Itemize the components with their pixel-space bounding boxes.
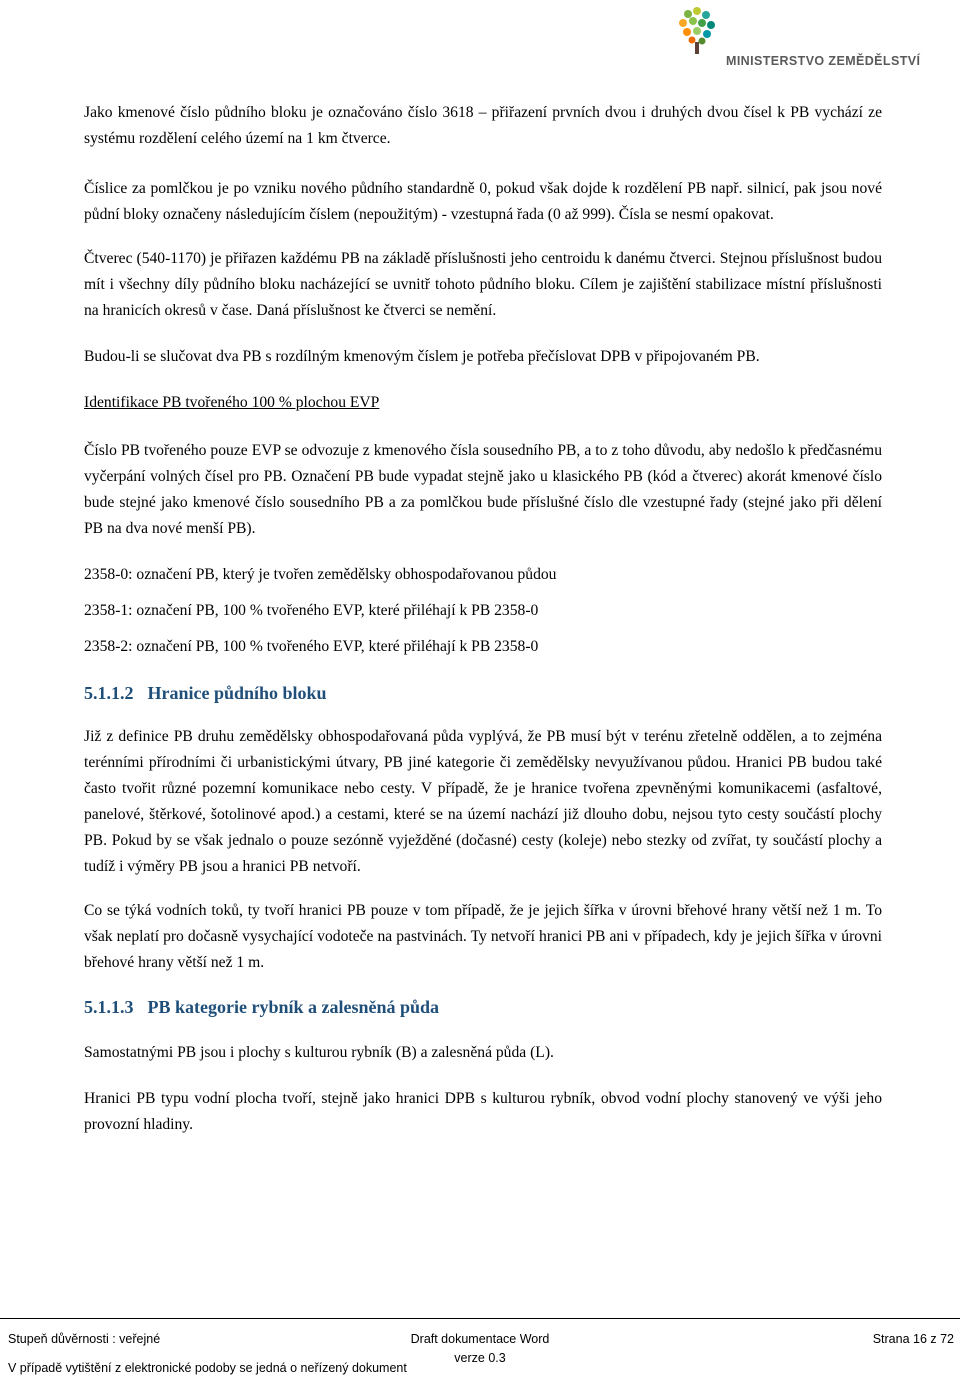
leaf-tree-icon bbox=[666, 6, 738, 56]
confidentiality-label: Stupeň důvěrnosti : veřejné bbox=[8, 1332, 161, 1346]
ministry-logo bbox=[666, 6, 921, 76]
paragraph: Čtverec (540-1170) je přiřazen každému PB na základě příslušnosti jeho centroidu k danému čtverci. Stejnou příslušnost budou mít i všechny díly půdního bloku nacházející se uvnitř tohoto půdního bloku. Cílem je zajištění stabilizace místní příslušnosti na hranicích okresů v čase. Daná příslušnost ke čtverci se nemění. bbox=[84, 250, 882, 319]
list-item: 2358-2: označení PB, 100 % tvořeného EVP, které přiléhají k PB 2358-0 bbox=[84, 638, 539, 655]
section-heading bbox=[84, 994, 882, 1020]
paragraph: Jako kmenové číslo půdního bloku je označováno číslo 3618 – přiřazení prvních dvou i druhých dvou čísel k PB vychází ze systému rozdělení celého území na 1 km čtverce. bbox=[84, 104, 882, 147]
list-item: 2358-0: označení PB, který je tvořen zemědělsky obhospodařovanou půdou bbox=[84, 566, 557, 583]
logo-text: MINISTERSTVO ZEMĚDĚLSTVÍ bbox=[726, 54, 921, 68]
paragraph: Co se týká vodních toků, ty tvoří hranici PB pouze v tom případě, že je jejich šířka v úrovni břehové hrany větší než 1 m. To však neplatí pro dočasně vysychající vodoteče na pastvinách. Ty netvoří hranici PB ani v případech, kdy je jejich šířka v úrovni břehové hrany větší než 1 m. bbox=[84, 902, 882, 971]
section-number: 5.1.1.2 bbox=[84, 683, 134, 703]
section-heading bbox=[84, 680, 882, 706]
paragraph: Budou-li se slučovat dva PB s rozdílným kmenovým číslem je potřeba přečíslovat DPB v připojovaném PB. bbox=[84, 348, 760, 365]
section-title: Hranice půdního bloku bbox=[147, 683, 327, 703]
paragraph: Hranici PB typu vodní plocha tvoří, stejně jako hranici DPB s kulturou rybník, obvod vodní plochy stanovený ve výši jeho provozní hladiny. bbox=[84, 1090, 882, 1133]
print-notice: V případě vytištění z elektronické podoby se jedná o neřízený dokument bbox=[8, 1361, 407, 1375]
section-title: PB kategorie rybník a zalesněná půda bbox=[147, 997, 440, 1017]
paragraph: Samostatnými PB jsou i plochy s kulturou rybník (B) a zalesněná půda (L). bbox=[84, 1044, 554, 1061]
paragraph: Číslo PB tvořeného pouze EVP se odvozuje z kmenového čísla sousedního PB, a to z toho důvodu, aby nedošlo k předčasnému vyčerpání volných čísel pro PB. Označení PB bude vypadat stejně jako u klasického PB (kód a čtverec) akorát kmenové číslo bude stejné jako kmenové číslo sousedního PB a za pomlčkou bude příslušné číslo dle vzestupné řady (stejné jako při dělení PB na dva nové menší PB). bbox=[84, 442, 882, 537]
section-number: 5.1.1.3 bbox=[84, 997, 134, 1017]
list-item: 2358-1: označení PB, 100 % tvořeného EVP, které přiléhají k PB 2358-0 bbox=[84, 602, 539, 619]
section-heading-underlined: Identifikace PB tvořeného 100 % plochou EVP bbox=[84, 394, 380, 411]
page-footer bbox=[0, 1318, 960, 1375]
page-number: Strana 16 z 72 bbox=[872, 1332, 954, 1346]
paragraph: Číslice za pomlčkou je po vzniku nového půdního standardně 0, pokud však dojde k rozdělení PB např. silnicí, pak jsou nové půdní bloky označeny následujícím číslem (nepoužitým) - vzestupná řada (0 až 999). Čísla se nesmí opakovat. bbox=[84, 180, 882, 223]
paragraph: Již z definice PB druhu zemědělsky obhospodařovaná půda vyplývá, že PB musí být v terénu zřetelně oddělen, a to zejména terénními přírodními či urbanistickými útvary, PB jiné kategorie či zemědělsky nevyužívanou půdou. Hranici PB budou také často tvořit různé pozemní komunikace nebo cesty. V případě, že je hranice tvořena zpevněnými komunikacemi (asfaltové, panelové, štěrkové, šotolinové apod.) a cestami, které se na území nachází již dlouho dobu, nejsou tyto cesty součástí plochy PB. Pokud by se však jednalo o pouze sezónně vyježděné (dočasné) cesty (koleje) nebo stezky od zvířat, ty součástí plochy a tudíž i výměry PB jsou a hranici PB netvoří. bbox=[84, 728, 882, 875]
document-version: verze 0.3 bbox=[454, 1351, 506, 1365]
document-title: Draft dokumentace Word bbox=[410, 1332, 550, 1346]
document-body bbox=[84, 100, 882, 1138]
